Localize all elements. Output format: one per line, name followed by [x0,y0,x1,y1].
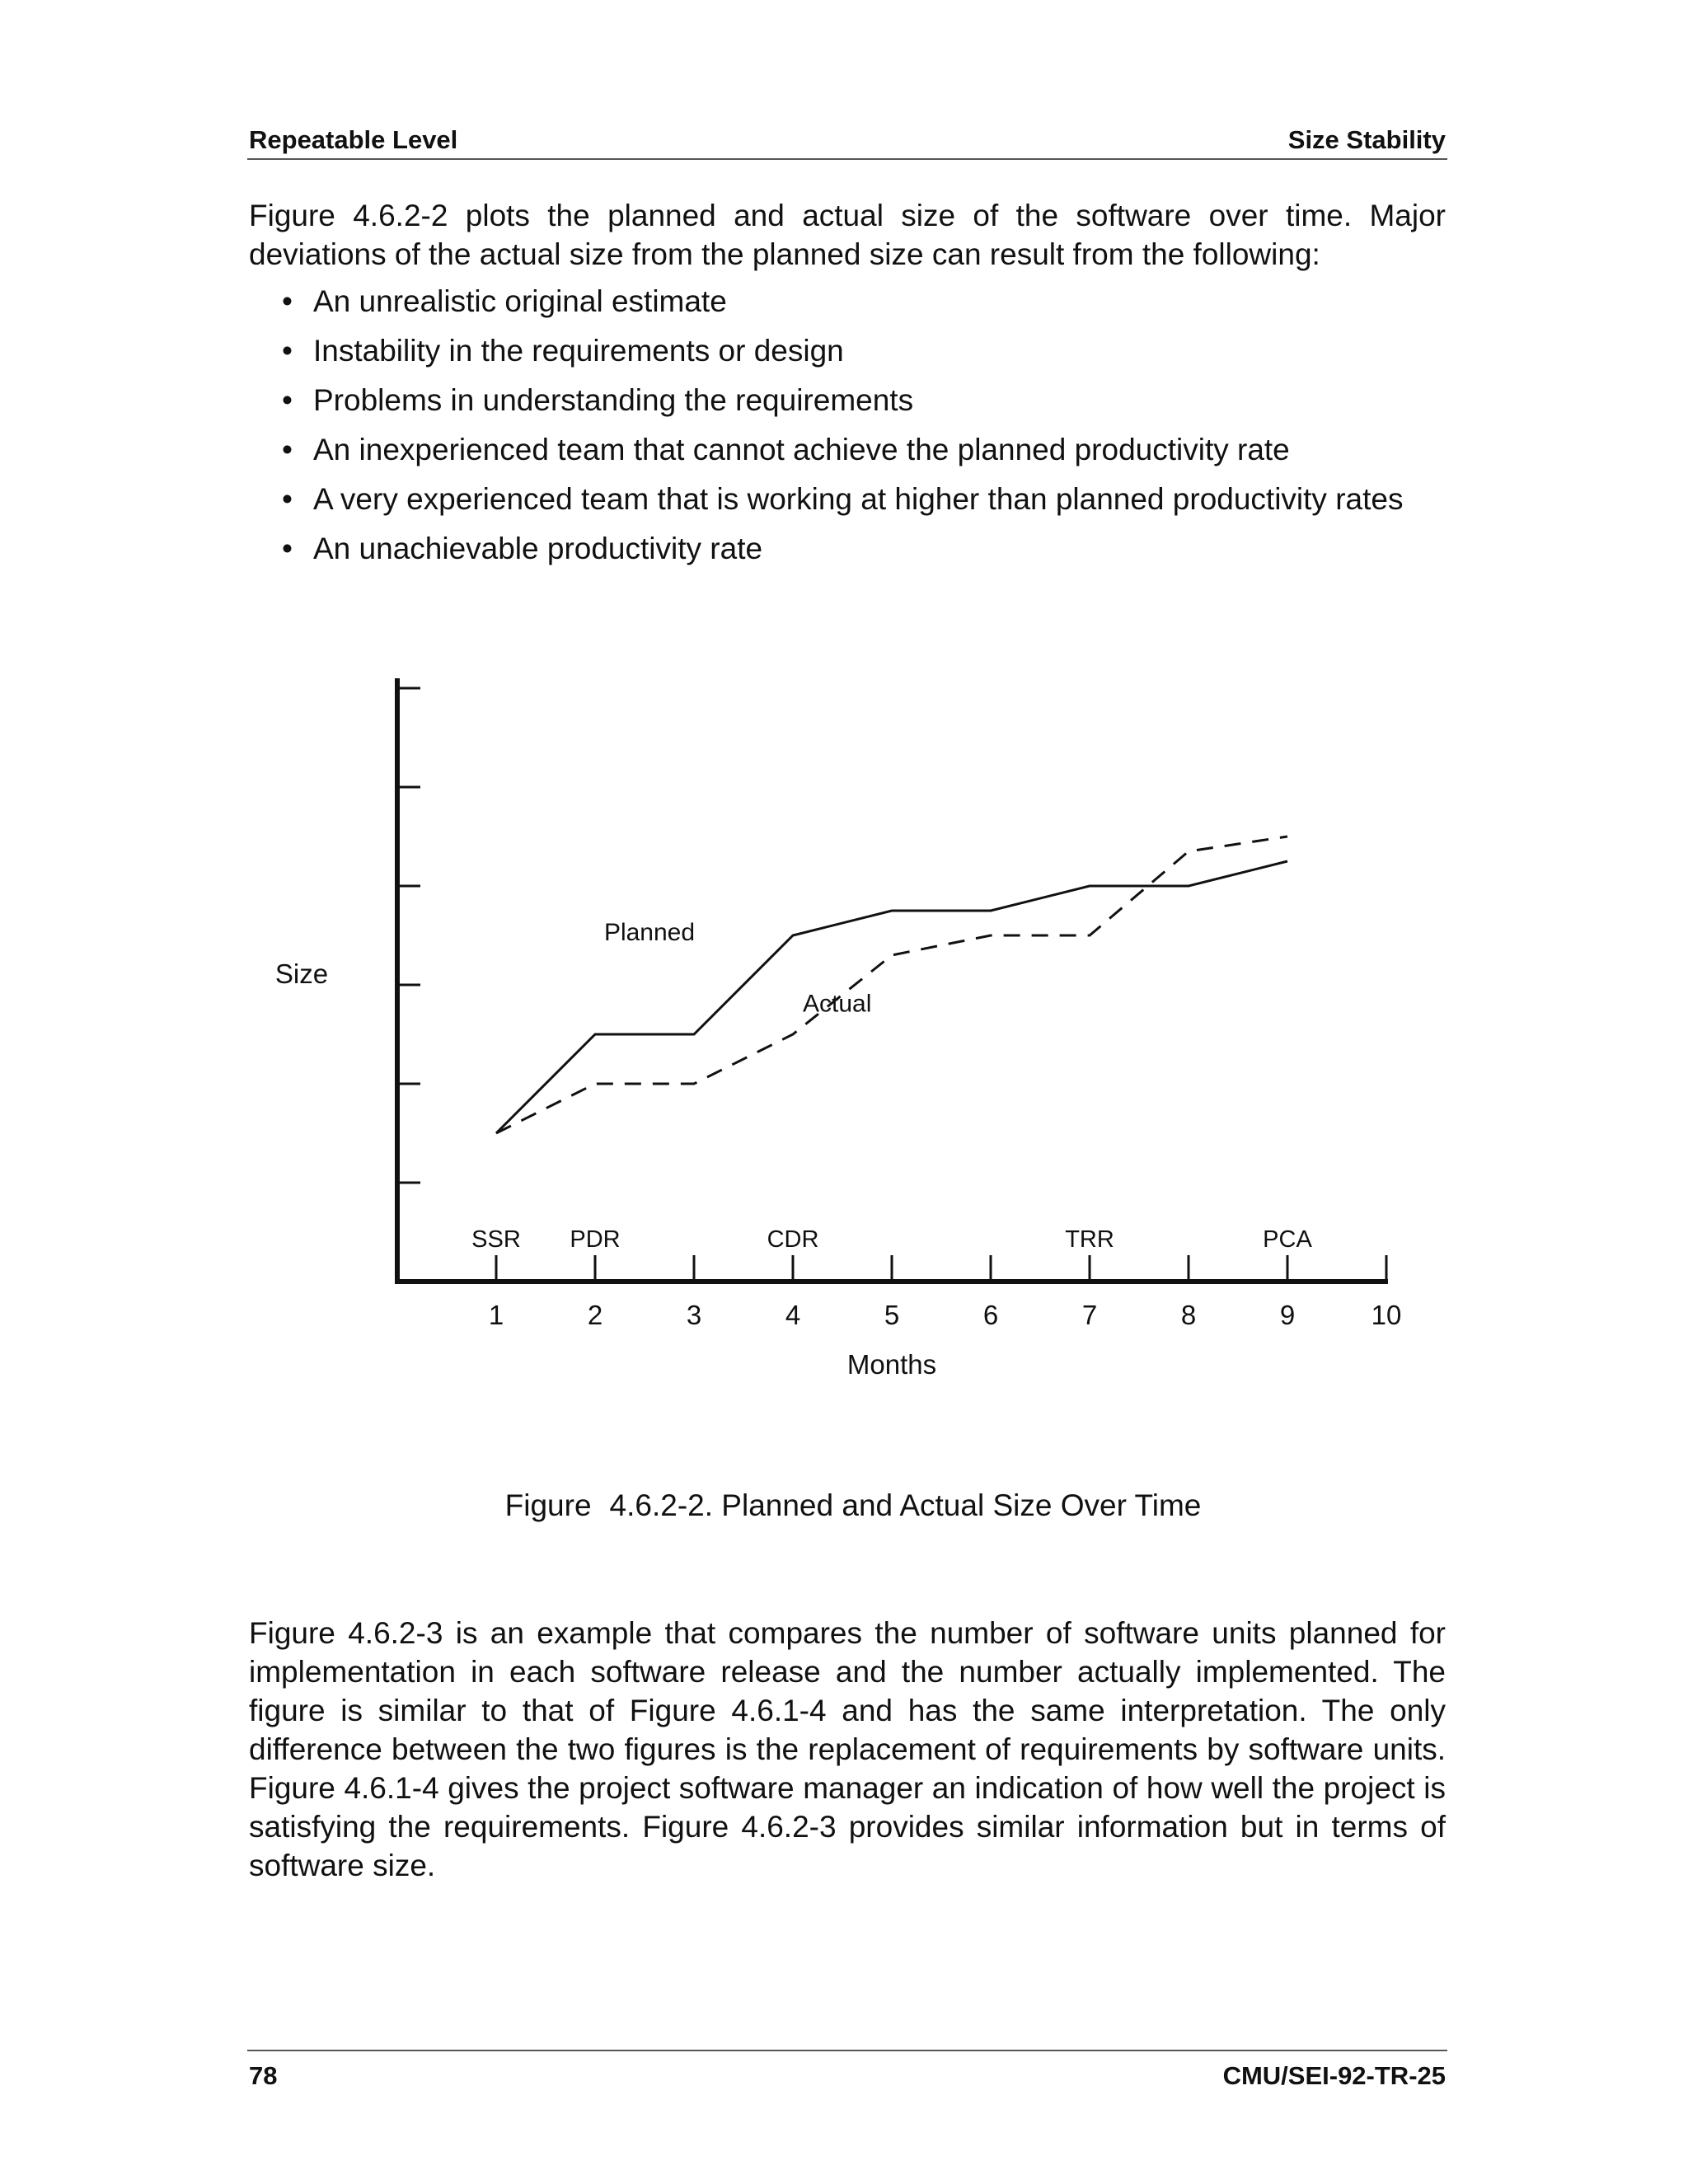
header-section-title: Repeatable Level [249,125,458,154]
x-tick-label: 4 [785,1300,801,1330]
page-footer [247,2050,1447,2090]
list-item-text: Instability in the requirements or design [313,334,844,368]
series-line-planned [496,861,1287,1133]
x-tick-label: 7 [1081,1300,1098,1330]
series-label-actual: Actual [803,990,872,1018]
y-axis-title: Size [274,958,329,989]
x-tick-label: 5 [884,1300,900,1330]
milestone-label: PCA [1263,1226,1312,1253]
list-item-text: An unachievable productivity rate [313,532,763,565]
x-tick-label: 6 [982,1300,999,1330]
milestone-label: PDR [570,1226,621,1253]
x-tick-label: 2 [587,1300,603,1330]
series-label-planned: Planned [603,919,696,946]
bullet-icon: • [282,433,293,466]
x-axis-title: Months [846,1349,937,1380]
x-tick-label: 8 [1180,1300,1197,1330]
bullet-icon: • [282,284,293,318]
milestone-label: TRR [1065,1226,1114,1253]
milestone-label: SSR [471,1226,521,1253]
header-topic-title: Size Stability [1287,125,1446,154]
list-item-text: Problems in understanding the requirements [313,383,914,417]
caption-prefix: Figure [504,1488,592,1522]
x-tick-label: 9 [1279,1300,1296,1330]
figure-caption [0,1488,1688,1523]
page-number: 78 [249,2061,278,2090]
report-id: CMU/SEI-92-TR-25 [1222,2061,1446,2090]
x-tick-label: 1 [488,1300,504,1330]
caption-text: 4.6.2-2. Planned and Actual Size Over Time [609,1488,1202,1522]
bullet-icon: • [282,482,293,516]
bullet-icon: • [282,334,293,368]
intro-paragraph: Figure 4.6.2-2 plots the planned and actual size of the software over time. Major deviations of the actual size from the planned size can result from the following: [249,199,1446,271]
closing-paragraph: Figure 4.6.2-3 is an example that compares the number of software units planned for implementation in each software release and the number actually implemented. The figure is similar to that of Figure 4.6.1-4 and has the same interpretation. The only difference between the two figures is the replacement of requirements by software units. Figure 4.6.1-4 gives the project software manager an indication of how well the project is satisfying the requirements. Figure 4.6.2-3 provides similar information but in terms of software size. [249,1616,1446,1882]
x-tick-label: 10 [1371,1300,1402,1330]
list-item-text: A very experienced team that is working at higher than planned productivity rates [313,482,1404,516]
list-item-text: An inexperienced team that cannot achieve the planned productivity rate [313,433,1290,466]
list-item-text: An unrealistic original estimate [313,284,727,318]
bullet-icon: • [282,532,293,565]
series-line-actual [496,837,1287,1133]
bullet-icon: • [282,383,293,417]
x-tick-label: 3 [686,1300,702,1330]
milestone-label: CDR [767,1226,819,1253]
